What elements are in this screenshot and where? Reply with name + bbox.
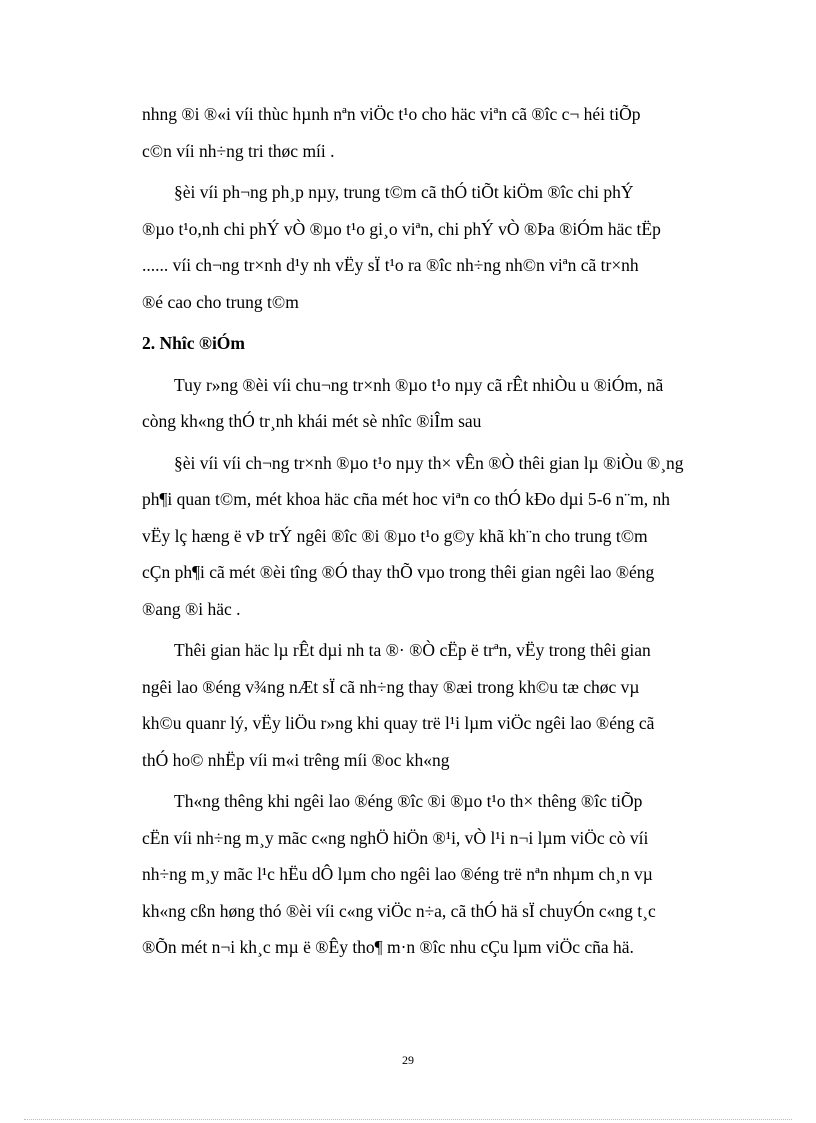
section-heading: 2. Nhîc ®iÓm (142, 333, 246, 353)
paragraph-time-issue: §èi víi víi ch¬ng tr×nh ®µo t¹o nµy th× vÊn ®Ò thêi gian lµ ®iÒu ®¸ng ph¶i quan t©m, mét khoa häc cña mét hoc viªn co thÓ kÐo dµi 5-6 n¨m, nh vËy lç hæng ë vÞ trÝ ngêi ®îc ®i ®µo t¹o g©y khã kh¨n cho trung t©m cÇn ph¶i cã mét ®èi tîng ®Ó thay thÕ vµo trong thêi gian ngêi lao ®éng ®ang ®i häc . (142, 452, 684, 619)
document-body (142, 96, 712, 971)
paragraph-continuation: nhng ®i ®«i víi thùc hµnh nªn viÖc t¹o cho häc viªn cã ®îc c¬ héi tiÕp c©n víi nh÷ng tri thøc míi . (142, 104, 641, 161)
paragraph-cost-savings: §èi víi ph¬ng ph¸p nµy, trung t©m cã thÓ tiÕt kiÖm ®îc chi phÝ ®µo t¹o,nh chi phÝ vÒ ®µo t¹o gi¸o viªn, chi phÝ vÒ ®Þa ®iÓm häc tËp ...... víi ch¬ng tr×nh d¹y nh vËy sÏ t¹o ra ®îc nh÷ng nh©n viªn cã tr×nh ®é cao cho trung t©m (142, 182, 661, 312)
paragraph-long-study: Thêi gian häc lµ rÊt dµi nh ta ®· ®Ò cËp ë trªn, vËy trong thêi gian ngêi lao ®éng v¾ng nÆt sÏ cã nh÷ng thay ®æi trong kh©u tæ chøc vµ kh©u quanr lý, vËy liÖu r»ng khi quay trë l¹i lµm viÖc ngêi lao ®éng cã thÓ ho© nhËp víi m«i trêng míi ®oc kh«ng (142, 640, 655, 770)
paragraph-intro-disadvantages: Tuy r»ng ®èi víi chu¬ng tr×nh ®µo t¹o nµy cã rÊt nhiÒu u ®iÓm, nã còng kh«ng thÓ tr¸nh khái mét sè nhîc ®iÎm sau (142, 374, 664, 431)
page-number: 29 (402, 1053, 414, 1067)
paragraph-modern-equipment: Th«ng thêng khi ngêi lao ®éng ®îc ®i ®µo t¹o th× thêng ®îc tiÕp cËn víi nh÷ng m¸y mãc c«ng nghÖ hiÖn ®¹i, vÒ l¹i n¬i lµm viÖc cò víi nh÷ng m¸y mãc l¹c hËu dÔ lµm cho ngêi lao ®éng trë nªn nhµm ch¸n vµ kh«ng cßn høng thó ®èi víi c«ng viÖc n÷a, cã thÓ hä sÏ chuyÓn c«ng t¸c ®Õn mét n¬i kh¸c mµ ë ®Êy tho¶ m·n ®îc nhu cÇu lµm viÖc cña hä. (142, 791, 656, 957)
page-bottom-border (24, 1119, 792, 1120)
